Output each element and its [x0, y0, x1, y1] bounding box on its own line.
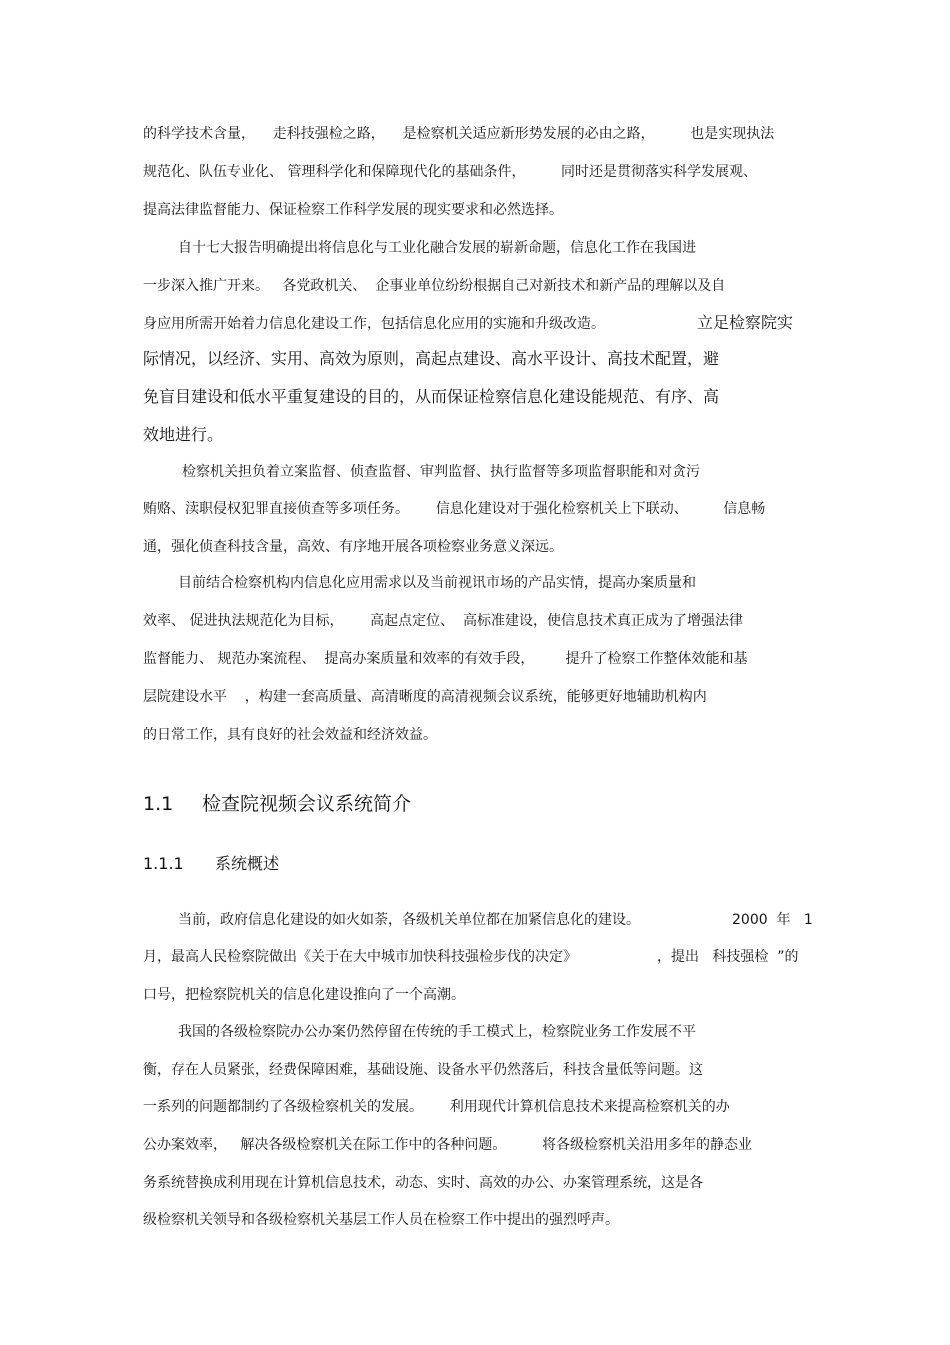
paragraph-line: 立足检察院实	[697, 313, 794, 332]
paragraph-line: 提高法律监督能力、保证检察工作科学发展的现实要求和必然选择。	[143, 202, 563, 218]
paragraph-line: 的日常工作，具有良好的社会效益和经济效益。	[143, 727, 437, 743]
paragraph-line: 规范化、队伍专业化、 管理科学化和保障现代化的基础条件， 同时还是贯彻落实科学发展观、	[143, 164, 758, 180]
paragraph-line: 际情况，以经济、实用、高效为原则，高起点建设、高水平设计、高技术配置，避	[143, 349, 720, 368]
paragraph-line: 效率、 促进执法规范化为目标， 高起点定位、 高标准建设，使信息技术真正成为了增强法律	[143, 613, 744, 629]
paragraph-line: ，提出 科技强检 ”的	[657, 949, 799, 965]
subsection-number: 1.1.1	[143, 854, 184, 873]
paragraph-line: 检察机关担负着立案监督、侦查监督、审判监督、执行监督等多项监督职能和对贪污	[182, 464, 700, 480]
paragraph-line: 务系统替换成利用现在计算机信息技术，动态、实时、高效的办公、办案管理系统，这是各	[143, 1175, 703, 1191]
paragraph-line: 2000 年 1	[732, 912, 813, 928]
paragraph-line: 级检察机关领导和各级检察机关基层工作人员在检察工作中提出的强烈呼声。	[143, 1212, 619, 1228]
paragraph-line: 的科学技术含量， 走科技强检之路， 是检察机关适应新形势发展的必由之路， 也是实现执法	[143, 126, 775, 142]
section-number: 1.1	[143, 793, 174, 815]
paragraph-line: 口号，把检察院机关的信息化建设推向了一个高潮。	[143, 987, 465, 1003]
paragraph-line: 自十七大报告明确提出将信息化与工业化融合发展的崭新命题，信息化工作在我国进	[178, 240, 696, 256]
paragraph-line: 监督能力、 规范办案流程、 提高办案质量和效率的有效手段， 提升了检察工作整体效能和基	[143, 651, 748, 667]
subsection-title: 系统概述	[215, 854, 280, 873]
paragraph-line: 效地进行。	[143, 425, 224, 444]
paragraph-line: 月，最高人民检察院做出《关于在大中城市加快科技强检步伐的决定》	[143, 949, 577, 965]
paragraph-line: 我国的各级检察院办公办案仍然停留在传统的手工模式上，检察院业务工作发展不平	[178, 1024, 696, 1040]
paragraph-line: 当前，政府信息化建设的如火如荼，各级机关单位都在加紧信息化的建设。	[178, 912, 640, 928]
paragraph-line: 层院建设水平 ，构建一套高质量、高清晰度的高清视频会议系统，能够更好地辅助机构内	[143, 689, 707, 705]
paragraph-line: 通，强化侦查科技含量，高效、有序地开展各项检察业务意义深远。	[143, 539, 563, 555]
paragraph-line: 身应用所需开始着力信息化建设工作，包括信息化应用的实施和升级改造。	[143, 316, 605, 332]
paragraph-line: 一步深入推广开来。 各党政机关、 企事业单位纷纷根据自己对新技术和新产品的理解以及自	[143, 278, 726, 294]
section-title: 检查院视频会议系统简介	[202, 793, 412, 815]
paragraph-line: 贿赂、渎职侵权犯罪直接侦查等多项任务。 信息化建设对于强化检察机关上下联动、 信息畅	[143, 501, 766, 517]
paragraph-line: 目前结合检察机构内信息化应用需求以及当前视讯市场的产品实情，提高办案质量和	[178, 575, 696, 591]
paragraph-line: 衡，存在人员紧张，经费保障困难，基础设施、设备水平仍然落后，科技含量低等问题。这	[143, 1062, 703, 1078]
paragraph-line: 一系列的问题都制约了各级检察机关的发展。 利用现代计算机信息技术来提高检察机关的办	[143, 1099, 730, 1115]
paragraph-line: 免盲目建设和低水平重复建设的目的，从而保证检察信息化建设能规范、有序、高	[143, 387, 720, 406]
paragraph-line: 公办案效率， 解决各级检察机关在际工作中的各种问题。 将各级检察机关沿用多年的静态业	[143, 1137, 752, 1153]
